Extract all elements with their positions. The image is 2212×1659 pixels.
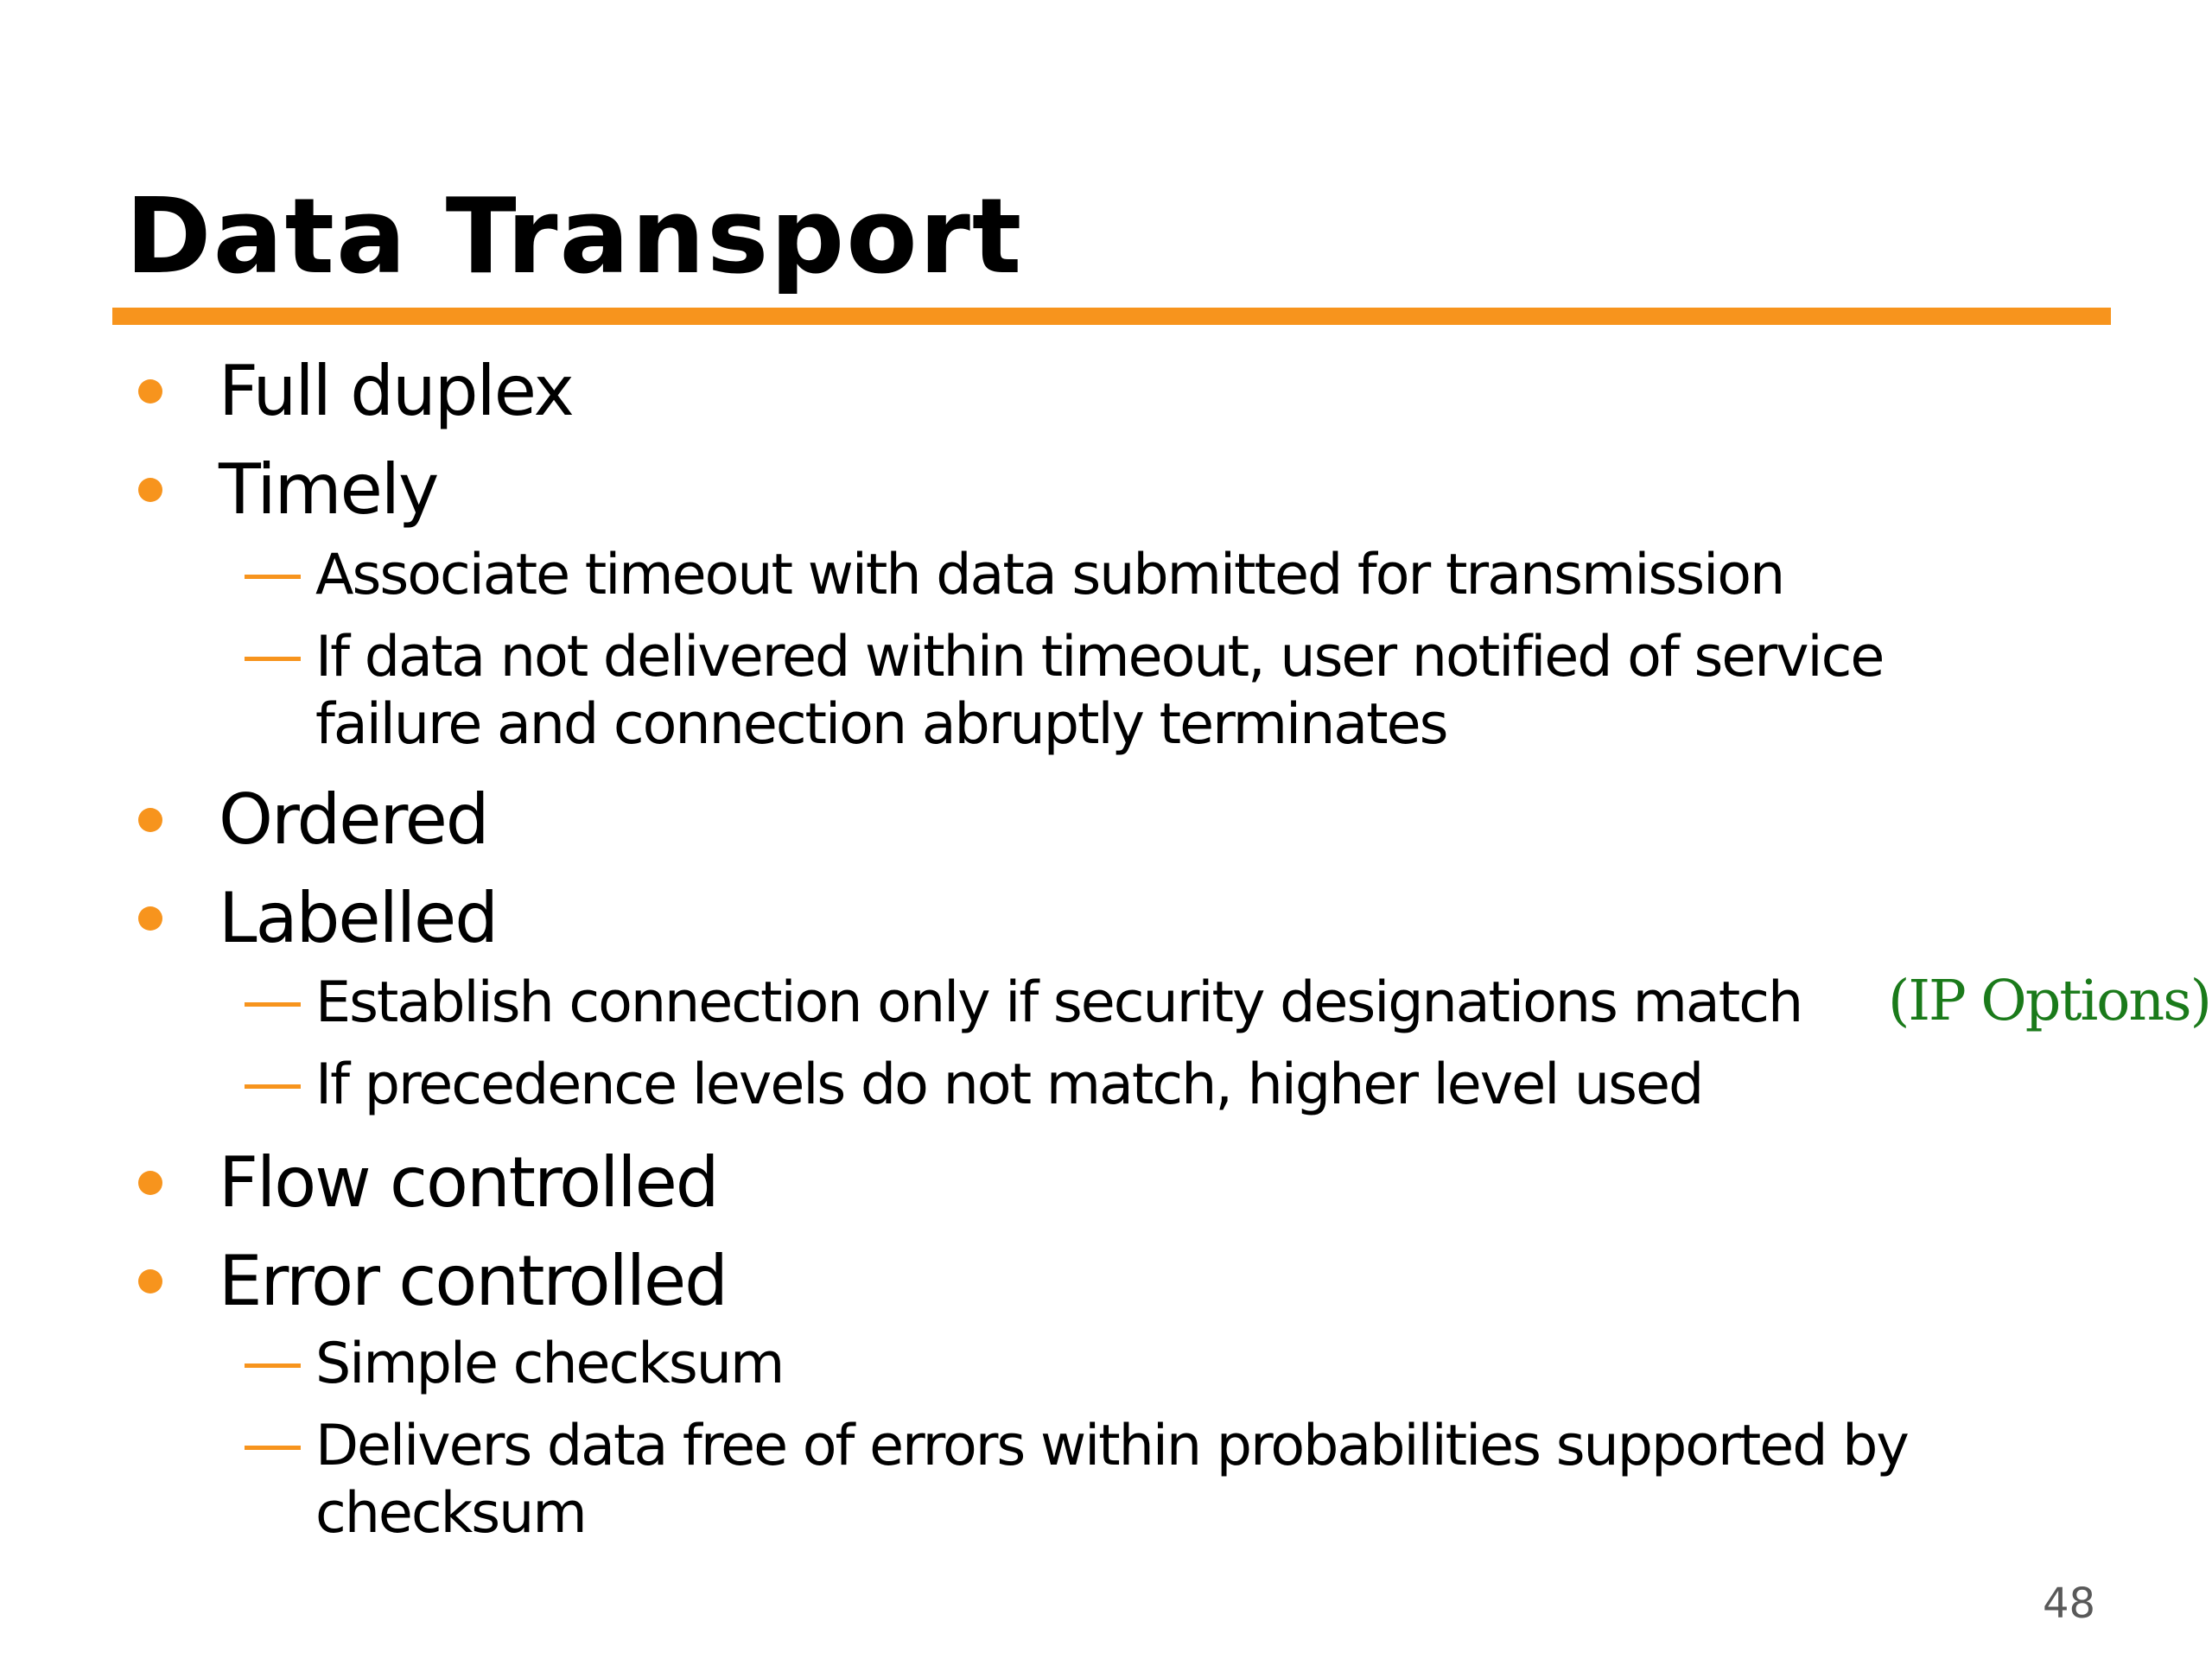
sub-bullet-dash-icon (245, 1363, 301, 1368)
sub-bullet-security-designations: Establish connection only if security designations match (315, 970, 1802, 1035)
sub-bullet-dash-icon (245, 1002, 301, 1007)
bullet-ordered: Ordered (219, 779, 488, 860)
page-number: 48 (2043, 1580, 2096, 1628)
bullet-full-duplex: Full duplex (219, 351, 573, 431)
sub-bullet-error-free-line-1: Delivers data free of errors within probabilities supported by (315, 1414, 1908, 1478)
sub-bullet-dash-icon (245, 657, 301, 661)
sub-bullet-dash-icon (245, 1084, 301, 1089)
bullet-error-controlled: Error controlled (219, 1241, 727, 1321)
bullet-dot-icon (138, 808, 162, 832)
slide-title: Data Transport (125, 177, 1024, 297)
sub-bullet-precedence-levels: If precedence levels do not match, higher level used (315, 1052, 1703, 1117)
bullet-dot-icon (138, 379, 162, 404)
sub-bullet-dash-icon (245, 575, 301, 579)
ip-options-note: (IP Options) (1888, 969, 2210, 1033)
sub-bullet-timeout-association: Associate timeout with data submitted for transmission (315, 543, 1784, 607)
bullet-dot-icon (138, 906, 162, 931)
bullet-labelled: Labelled (219, 878, 498, 958)
bullet-dot-icon (138, 1171, 162, 1195)
bullet-timely: Timely (219, 449, 438, 530)
bullet-flow-controlled: Flow controlled (219, 1142, 718, 1223)
bullet-dot-icon (138, 478, 162, 502)
sub-bullet-timeout-failure-line-2: failure and connection abruptly terminates (315, 692, 1447, 757)
sub-bullet-error-free-line-2: checksum (315, 1481, 586, 1546)
sub-bullet-timeout-failure-line-1: If data not delivered within timeout, user notified of service (315, 625, 1884, 690)
title-underline (112, 308, 2111, 325)
bullet-dot-icon (138, 1269, 162, 1294)
sub-bullet-dash-icon (245, 1446, 301, 1450)
sub-bullet-simple-checksum: Simple checksum (315, 1332, 784, 1396)
